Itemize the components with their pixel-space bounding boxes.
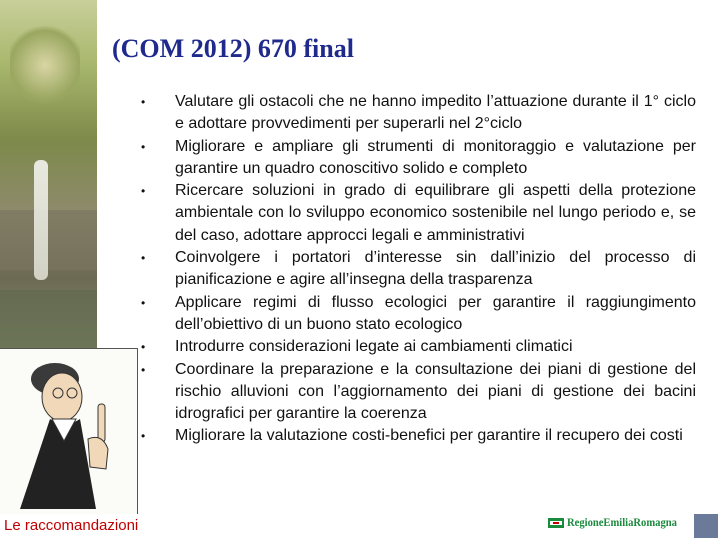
region-logo-text: RegioneEmiliaRomagna <box>567 517 677 529</box>
bullet-dot: • <box>141 429 146 444</box>
bullet-dot: • <box>141 295 146 310</box>
bullet-item: • Ricercare soluzioni in grado di equilibrare gli aspetti della protezione ambientale con lo sviluppo economico sostenibile nel lungo periodo e, se del caso, adottare approcci legali e amministrativi <box>141 182 696 244</box>
bullet-dot: • <box>141 340 146 355</box>
bullet-dot: • <box>141 139 146 154</box>
bullet-dot: • <box>141 251 146 266</box>
bullet-item: • Migliorare la valutazione costi-benefici per garantire il recupero dei costi <box>140 425 696 447</box>
bullet-item: • Introdurre considerazioni legate ai cambiamenti climatici <box>140 336 696 358</box>
bullet-dot: • <box>141 95 146 109</box>
bullet-list <box>140 91 696 448</box>
eu-flag-icon <box>694 514 718 538</box>
footer-label: Le raccomandazioni <box>4 517 139 534</box>
bullet-item: • Valutare gli ostacoli che ne hanno impedito l’attuazione durante il 1° ciclo e adottare provvedimenti per superarli nel 2°ciclo <box>141 93 696 133</box>
bullet-item: • Migliorare e ampliare gli strumenti di monitoraggio e valutazione per garantire un quadro conoscitivo solido e completo <box>141 137 696 177</box>
professor-cartoon-illustration <box>0 348 138 514</box>
bullet-item: • Coinvolgere i portatori d’interesse sin dall’inizio del processo di pianificazione e agire all’insegna della trasparenza <box>141 249 696 289</box>
waterfall-photo <box>0 0 97 348</box>
region-emblem-icon <box>548 515 564 531</box>
bullet-item: • Applicare regimi di flusso ecologici per garantire il raggiungimento dell’obiettivo di un buono stato ecologico <box>141 293 696 333</box>
slide-title: (COM 2012) 670 final <box>112 34 354 63</box>
bullet-item: • Coordinare la preparazione e la consultazione dei piani di gestione del rischio alluvioni con l’aggiornamento dei piani di gestione dei bacini idrografici per garantire la coerenza <box>141 360 696 423</box>
bullet-dot: • <box>141 184 146 199</box>
region-logo <box>548 515 686 531</box>
bullet-dot: • <box>141 362 146 377</box>
